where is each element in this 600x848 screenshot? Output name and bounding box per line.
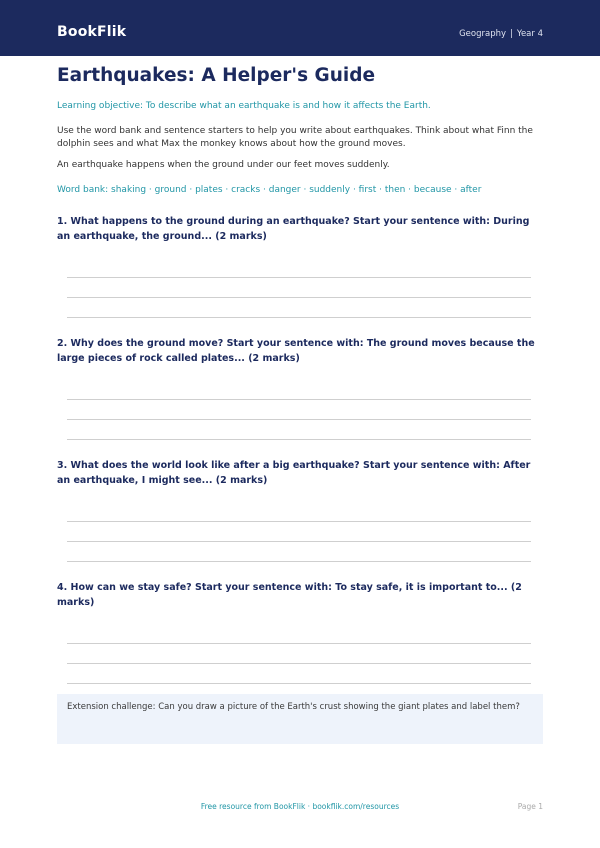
answer-line[interactable]	[67, 521, 531, 522]
question-4: 4. How can we stay safe? Start your sentence with: To stay safe, it is important to... (2 marks)	[57, 582, 522, 608]
page-header	[0, 0, 600, 56]
fact-text: An earthquake happens when the ground under our feet moves suddenly.	[57, 160, 390, 170]
question-1: 1. What happens to the ground during an earthquake? Start your sentence with: During an earthquake, the ground... (2 marks)	[57, 216, 530, 242]
word-bank: Word bank: shaking · ground · plates · cracks · danger · suddenly · first · then · because · after	[57, 185, 482, 195]
page-title: Earthquakes: A Helper's Guide	[57, 65, 376, 86]
answer-line[interactable]	[67, 317, 531, 318]
meta-separator: |	[510, 29, 513, 39]
answer-line[interactable]	[67, 561, 531, 562]
footer-credit[interactable]: Free resource from BookFlik · bookflik.com/resources	[200, 802, 400, 811]
answer-line[interactable]	[67, 419, 531, 420]
answer-line[interactable]	[67, 541, 531, 542]
extension-challenge-text: Extension challenge: Can you draw a picture of the Earth's crust showing the giant plates and label them?	[67, 702, 520, 712]
subject-label: Geography	[459, 29, 507, 39]
answer-line[interactable]	[67, 663, 531, 664]
answer-line[interactable]	[67, 277, 531, 278]
year-label: Year 4	[516, 29, 543, 39]
question-3: 3. What does the world look like after a big earthquake? Start your sentence with: After an earthquake, I might see... (2 marks)	[57, 460, 531, 486]
brand-logo: BookFlik	[57, 24, 127, 40]
answer-line[interactable]	[67, 683, 531, 684]
page-number: Page 1	[517, 802, 543, 811]
answer-line[interactable]	[67, 643, 531, 644]
answer-line[interactable]	[67, 297, 531, 298]
learning-objective: Learning objective: To describe what an earthquake is and how it affects the Earth.	[57, 101, 431, 111]
extension-challenge-box	[57, 694, 543, 744]
intro-text: Use the word bank and sentence starters to help you write about earthquakes. Think about what Finn the dolphin sees and what Max the monkey knows about how the ground moves.	[57, 126, 533, 149]
answer-line[interactable]	[67, 399, 531, 400]
question-2: 2. Why does the ground move? Start your sentence with: The ground moves because the large pieces of rock called plates... (2 marks)	[57, 338, 535, 364]
header-meta	[459, 27, 543, 41]
answer-line[interactable]	[67, 439, 531, 440]
